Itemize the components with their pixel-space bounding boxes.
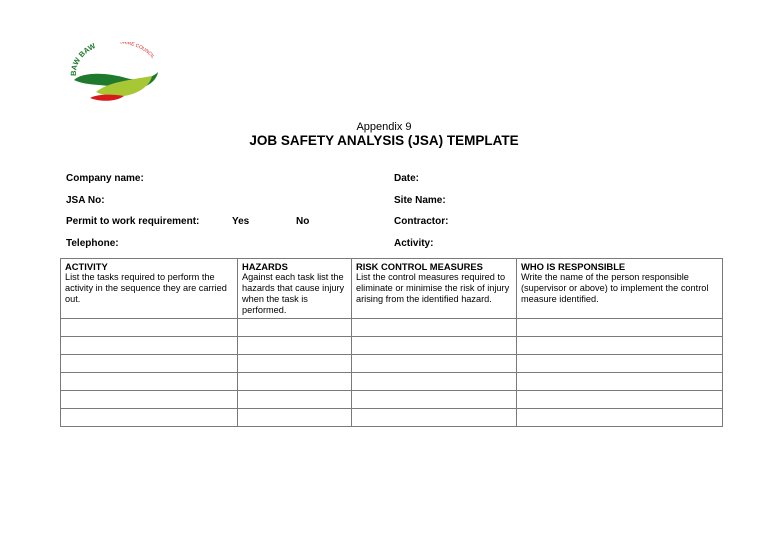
table-cell[interactable] <box>352 337 517 355</box>
activity-label: Activity: <box>394 238 434 249</box>
table-cell[interactable] <box>352 373 517 391</box>
appendix-label: Appendix 9 <box>356 121 412 133</box>
table-row <box>61 373 723 391</box>
site-name-label: Site Name: <box>394 195 446 206</box>
contractor-label: Contractor: <box>394 216 449 227</box>
column-description: Against each task list the hazards that cause injury when the task is performed. <box>242 272 345 315</box>
table-cell[interactable] <box>238 355 352 373</box>
baw-baw-logo-icon <box>66 42 166 108</box>
table-cell[interactable] <box>352 355 517 373</box>
table-cell[interactable] <box>517 355 723 373</box>
table-cell[interactable] <box>61 373 238 391</box>
table-cell[interactable] <box>517 391 723 409</box>
table-cell[interactable] <box>61 337 238 355</box>
column-description: List the control measures required to eliminate or minimise the risk of injury arising from the identified hazard. <box>356 272 510 304</box>
column-risk-control <box>352 259 517 319</box>
column-title: RISK CONTROL MEASURES <box>356 261 483 272</box>
svg-text:SHIRE COUNCIL: SHIRE COUNCIL <box>119 42 156 61</box>
table-cell[interactable] <box>61 391 238 409</box>
date-label: Date: <box>394 173 420 184</box>
company-name-label: Company name: <box>66 173 144 184</box>
telephone-label: Telephone: <box>66 238 119 249</box>
table-cell[interactable] <box>238 373 352 391</box>
table-cell[interactable] <box>238 391 352 409</box>
table-cell[interactable] <box>61 409 238 427</box>
column-description: List the tasks required to perform the activity in the sequence they are carried out. <box>65 272 227 304</box>
table-cell[interactable] <box>517 337 723 355</box>
column-activity <box>61 259 238 319</box>
table-row <box>61 391 723 409</box>
table-cell[interactable] <box>352 391 517 409</box>
document-title: JOB SAFETY ANALYSIS (JSA) TEMPLATE <box>249 133 519 148</box>
column-hazards <box>238 259 352 319</box>
table-cell[interactable] <box>238 337 352 355</box>
permit-no-option: No <box>296 216 310 227</box>
table-row <box>61 409 723 427</box>
table-cell[interactable] <box>517 373 723 391</box>
table-cell[interactable] <box>238 319 352 337</box>
table-cell[interactable] <box>517 409 723 427</box>
column-title: WHO IS RESPONSIBLE <box>521 261 626 272</box>
table-row <box>61 319 723 337</box>
table-header-row <box>61 259 723 319</box>
svg-text:BAW BAW: BAW BAW <box>68 42 97 77</box>
table-cell[interactable] <box>517 319 723 337</box>
table-cell[interactable] <box>61 355 238 373</box>
permit-label: Permit to work requirement: <box>66 216 200 227</box>
table-cell[interactable] <box>61 319 238 337</box>
table-row <box>61 355 723 373</box>
jsa-no-label: JSA No: <box>66 195 105 206</box>
council-logo <box>66 42 166 108</box>
table-cell[interactable] <box>352 409 517 427</box>
jsa-table <box>60 258 723 427</box>
table-cell[interactable] <box>352 319 517 337</box>
column-title: HAZARDS <box>242 261 288 272</box>
permit-yes-option: Yes <box>232 216 250 227</box>
table-cell[interactable] <box>238 409 352 427</box>
column-responsible <box>517 259 723 319</box>
column-description: Write the name of the person responsible (supervisor or above) to implement the control measure identified. <box>521 272 709 304</box>
column-title: ACTIVITY <box>65 261 108 272</box>
table-row <box>61 337 723 355</box>
